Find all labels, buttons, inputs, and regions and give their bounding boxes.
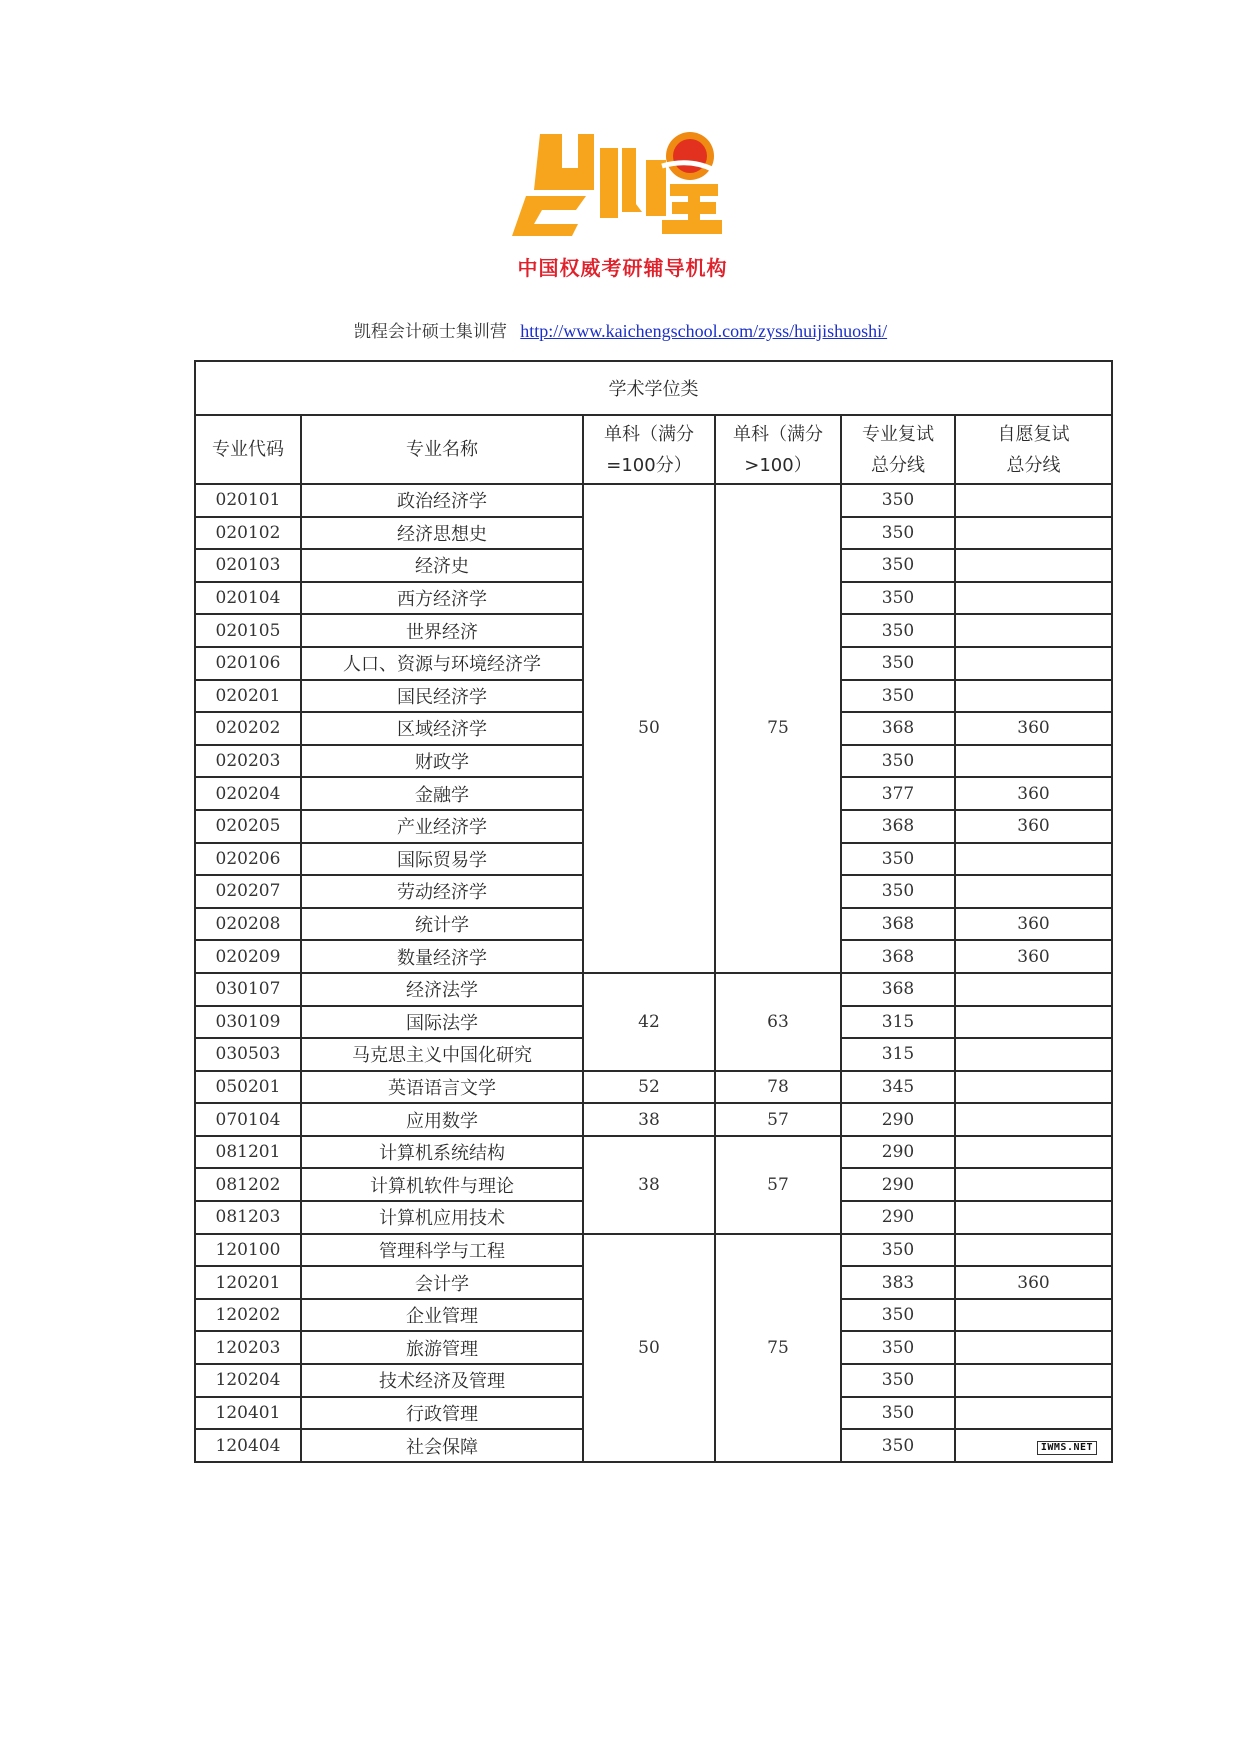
cell-major-total: 315 [841, 1006, 955, 1039]
cell-name: 马克思主义中国化研究 [301, 1038, 583, 1071]
cell-self-total: 360 [955, 908, 1112, 941]
cell-major-total: 350 [841, 745, 955, 778]
cell-self-total [955, 745, 1112, 778]
cell-name: 区域经济学 [301, 712, 583, 745]
cell-self-total: 360 [955, 1266, 1112, 1299]
header-single-100-line2: =100分） [606, 454, 692, 476]
cell-self-total [955, 680, 1112, 713]
cell-code: 081203 [195, 1201, 301, 1234]
cell-self-total [955, 647, 1112, 680]
cell-code: 120201 [195, 1266, 301, 1299]
cell-name: 国际贸易学 [301, 843, 583, 876]
cell-single-gt100: 57 [715, 1136, 841, 1234]
cell-major-total: 350 [841, 549, 955, 582]
cell-code: 020209 [195, 940, 301, 973]
cell-major-total: 350 [841, 1429, 955, 1462]
cell-single-100: 50 [583, 1234, 715, 1462]
cell-code: 120202 [195, 1299, 301, 1332]
table-row [195, 973, 1112, 1006]
cell-major-total: 350 [841, 582, 955, 615]
cell-name: 行政管理 [301, 1397, 583, 1430]
header-major [841, 415, 955, 484]
cell-single-100: 38 [583, 1103, 715, 1136]
cell-code: 020202 [195, 712, 301, 745]
cell-major-total: 350 [841, 680, 955, 713]
cell-name: 统计学 [301, 908, 583, 941]
table-row [195, 1103, 1112, 1136]
cell-name: 企业管理 [301, 1299, 583, 1332]
cell-code: 030109 [195, 1006, 301, 1039]
cell-code: 020105 [195, 614, 301, 647]
logo-mark-icon [512, 126, 734, 242]
cell-self-total: 360 [955, 940, 1112, 973]
cell-major-total: 350 [841, 1331, 955, 1364]
cell-name: 国际法学 [301, 1006, 583, 1039]
header-single-gt100-line1: 单科（满分 [733, 423, 823, 445]
cell-name: 应用数学 [301, 1103, 583, 1136]
cell-code: 050201 [195, 1071, 301, 1104]
cell-name: 产业经济学 [301, 810, 583, 843]
cell-name: 英语语言文学 [301, 1071, 583, 1104]
cell-code: 020102 [195, 517, 301, 550]
cell-single-gt100: 78 [715, 1071, 841, 1104]
cell-name: 计算机系统结构 [301, 1136, 583, 1169]
cell-self-total [955, 1071, 1112, 1104]
cell-code: 081201 [195, 1136, 301, 1169]
header-self-line2: 总分线 [1006, 454, 1061, 476]
cell-major-total: 350 [841, 1364, 955, 1397]
cell-code: 081202 [195, 1168, 301, 1201]
cell-single-gt100: 75 [715, 484, 841, 973]
cell-self-total [955, 484, 1112, 517]
course-link[interactable]: http://www.kaichengschool.com/zyss/huijishuoshi/ [520, 321, 888, 341]
cell-self-total [955, 875, 1112, 908]
cell-code: 020104 [195, 582, 301, 615]
cell-self-total [955, 1331, 1112, 1364]
cell-major-total: 290 [841, 1103, 955, 1136]
cell-major-total: 350 [841, 1299, 955, 1332]
cell-major-total: 350 [841, 1234, 955, 1267]
cell-name: 会计学 [301, 1266, 583, 1299]
cell-name: 社会保障 [301, 1429, 583, 1462]
cell-self-total [955, 1006, 1112, 1039]
cell-major-total: 377 [841, 777, 955, 810]
cell-name: 政治经济学 [301, 484, 583, 517]
header-single-100-line1: 单科（满分 [604, 423, 694, 445]
table-row [195, 1234, 1112, 1267]
logo-tagline: 中国权威考研辅导机构 [517, 256, 728, 280]
cell-code: 020207 [195, 875, 301, 908]
cell-name: 国民经济学 [301, 680, 583, 713]
cell-major-total: 350 [841, 647, 955, 680]
cell-major-total: 345 [841, 1071, 955, 1104]
table-title: 学术学位类 [195, 361, 1112, 415]
table-body [195, 484, 1112, 1462]
header-self [955, 415, 1112, 484]
cell-code: 120203 [195, 1331, 301, 1364]
cell-self-total [955, 582, 1112, 615]
cell-name: 旅游管理 [301, 1331, 583, 1364]
cell-self-total [955, 517, 1112, 550]
header-single-gt100 [715, 415, 841, 484]
cell-major-total: 368 [841, 908, 955, 941]
cell-major-total: 350 [841, 614, 955, 647]
cell-single-gt100: 63 [715, 973, 841, 1071]
cell-name: 数量经济学 [301, 940, 583, 973]
cell-major-total: 290 [841, 1136, 955, 1169]
cell-major-total: 368 [841, 712, 955, 745]
cell-self-total [955, 1103, 1112, 1136]
cell-single-100: 52 [583, 1071, 715, 1104]
cell-self-total [955, 1299, 1112, 1332]
cell-name: 技术经济及管理 [301, 1364, 583, 1397]
cell-self-total [955, 614, 1112, 647]
cell-single-gt100: 75 [715, 1234, 841, 1462]
cell-self-total [955, 1201, 1112, 1234]
cell-code: 020208 [195, 908, 301, 941]
cell-major-total: 350 [841, 517, 955, 550]
cell-name: 世界经济 [301, 614, 583, 647]
cell-code: 120404 [195, 1429, 301, 1462]
header-major-line2: 总分线 [871, 454, 925, 476]
cell-code: 020101 [195, 484, 301, 517]
cell-name: 计算机应用技术 [301, 1201, 583, 1234]
cell-code: 020205 [195, 810, 301, 843]
cell-major-total: 350 [841, 875, 955, 908]
cell-self-total [955, 1168, 1112, 1201]
cell-self-total [955, 1397, 1112, 1430]
cell-self-total [955, 1234, 1112, 1267]
cell-name: 经济思想史 [301, 517, 583, 550]
header-self-line1: 自愿复试 [997, 423, 1070, 445]
header-code: 专业代码 [195, 415, 301, 484]
cell-code: 020103 [195, 549, 301, 582]
cell-name: 管理科学与工程 [301, 1234, 583, 1267]
cell-code: 020106 [195, 647, 301, 680]
cell-self-total [955, 549, 1112, 582]
cell-code: 020204 [195, 777, 301, 810]
cell-major-total: 350 [841, 1397, 955, 1430]
header-name: 专业名称 [301, 415, 583, 484]
cell-major-total: 368 [841, 940, 955, 973]
cell-single-100: 38 [583, 1136, 715, 1234]
cell-major-total: 368 [841, 810, 955, 843]
cell-self-total [955, 1038, 1112, 1071]
table-row [195, 1071, 1112, 1104]
cell-name: 劳动经济学 [301, 875, 583, 908]
cell-code: 020206 [195, 843, 301, 876]
cell-name: 西方经济学 [301, 582, 583, 615]
cell-major-total: 315 [841, 1038, 955, 1071]
cell-name: 经济法学 [301, 973, 583, 1006]
cell-code: 030503 [195, 1038, 301, 1071]
header-major-line1: 专业复试 [862, 423, 934, 445]
cell-name: 人口、资源与环境经济学 [301, 647, 583, 680]
cell-self-total [955, 973, 1112, 1006]
cell-code: 030107 [195, 973, 301, 1006]
cell-self-total: 360 [955, 810, 1112, 843]
cell-self-total [955, 843, 1112, 876]
cell-name: 财政学 [301, 745, 583, 778]
cell-code: 020201 [195, 680, 301, 713]
cell-code: 020203 [195, 745, 301, 778]
cell-code: 120204 [195, 1364, 301, 1397]
cell-major-total: 368 [841, 973, 955, 1006]
cell-single-100: 42 [583, 973, 715, 1071]
cell-self-total [955, 1429, 1112, 1462]
cell-name: 经济史 [301, 549, 583, 582]
cell-major-total: 350 [841, 843, 955, 876]
table-row [195, 484, 1112, 517]
cell-single-100: 50 [583, 484, 715, 973]
cell-self-total: 360 [955, 712, 1112, 745]
course-name: 凯程会计硕士集训营 [353, 322, 507, 342]
cell-self-total [955, 1364, 1112, 1397]
cell-major-total: 383 [841, 1266, 955, 1299]
cell-single-gt100: 57 [715, 1103, 841, 1136]
kaicheng-logo [512, 126, 734, 242]
cell-major-total: 350 [841, 484, 955, 517]
header-single-100 [583, 415, 715, 484]
cell-code: 070104 [195, 1103, 301, 1136]
cell-major-total: 290 [841, 1168, 955, 1201]
course-subline [0, 317, 1241, 342]
header-single-gt100-line2: >100） [744, 454, 812, 476]
cell-code: 120100 [195, 1234, 301, 1267]
cell-self-total [955, 1136, 1112, 1169]
score-table [194, 360, 1113, 1463]
cell-name: 计算机软件与理论 [301, 1168, 583, 1201]
table-row [195, 1136, 1112, 1169]
watermark-badge: IWMS.NET [1037, 1441, 1097, 1455]
cell-self-total: 360 [955, 777, 1112, 810]
cell-code: 120401 [195, 1397, 301, 1430]
cell-name: 金融学 [301, 777, 583, 810]
cell-major-total: 290 [841, 1201, 955, 1234]
